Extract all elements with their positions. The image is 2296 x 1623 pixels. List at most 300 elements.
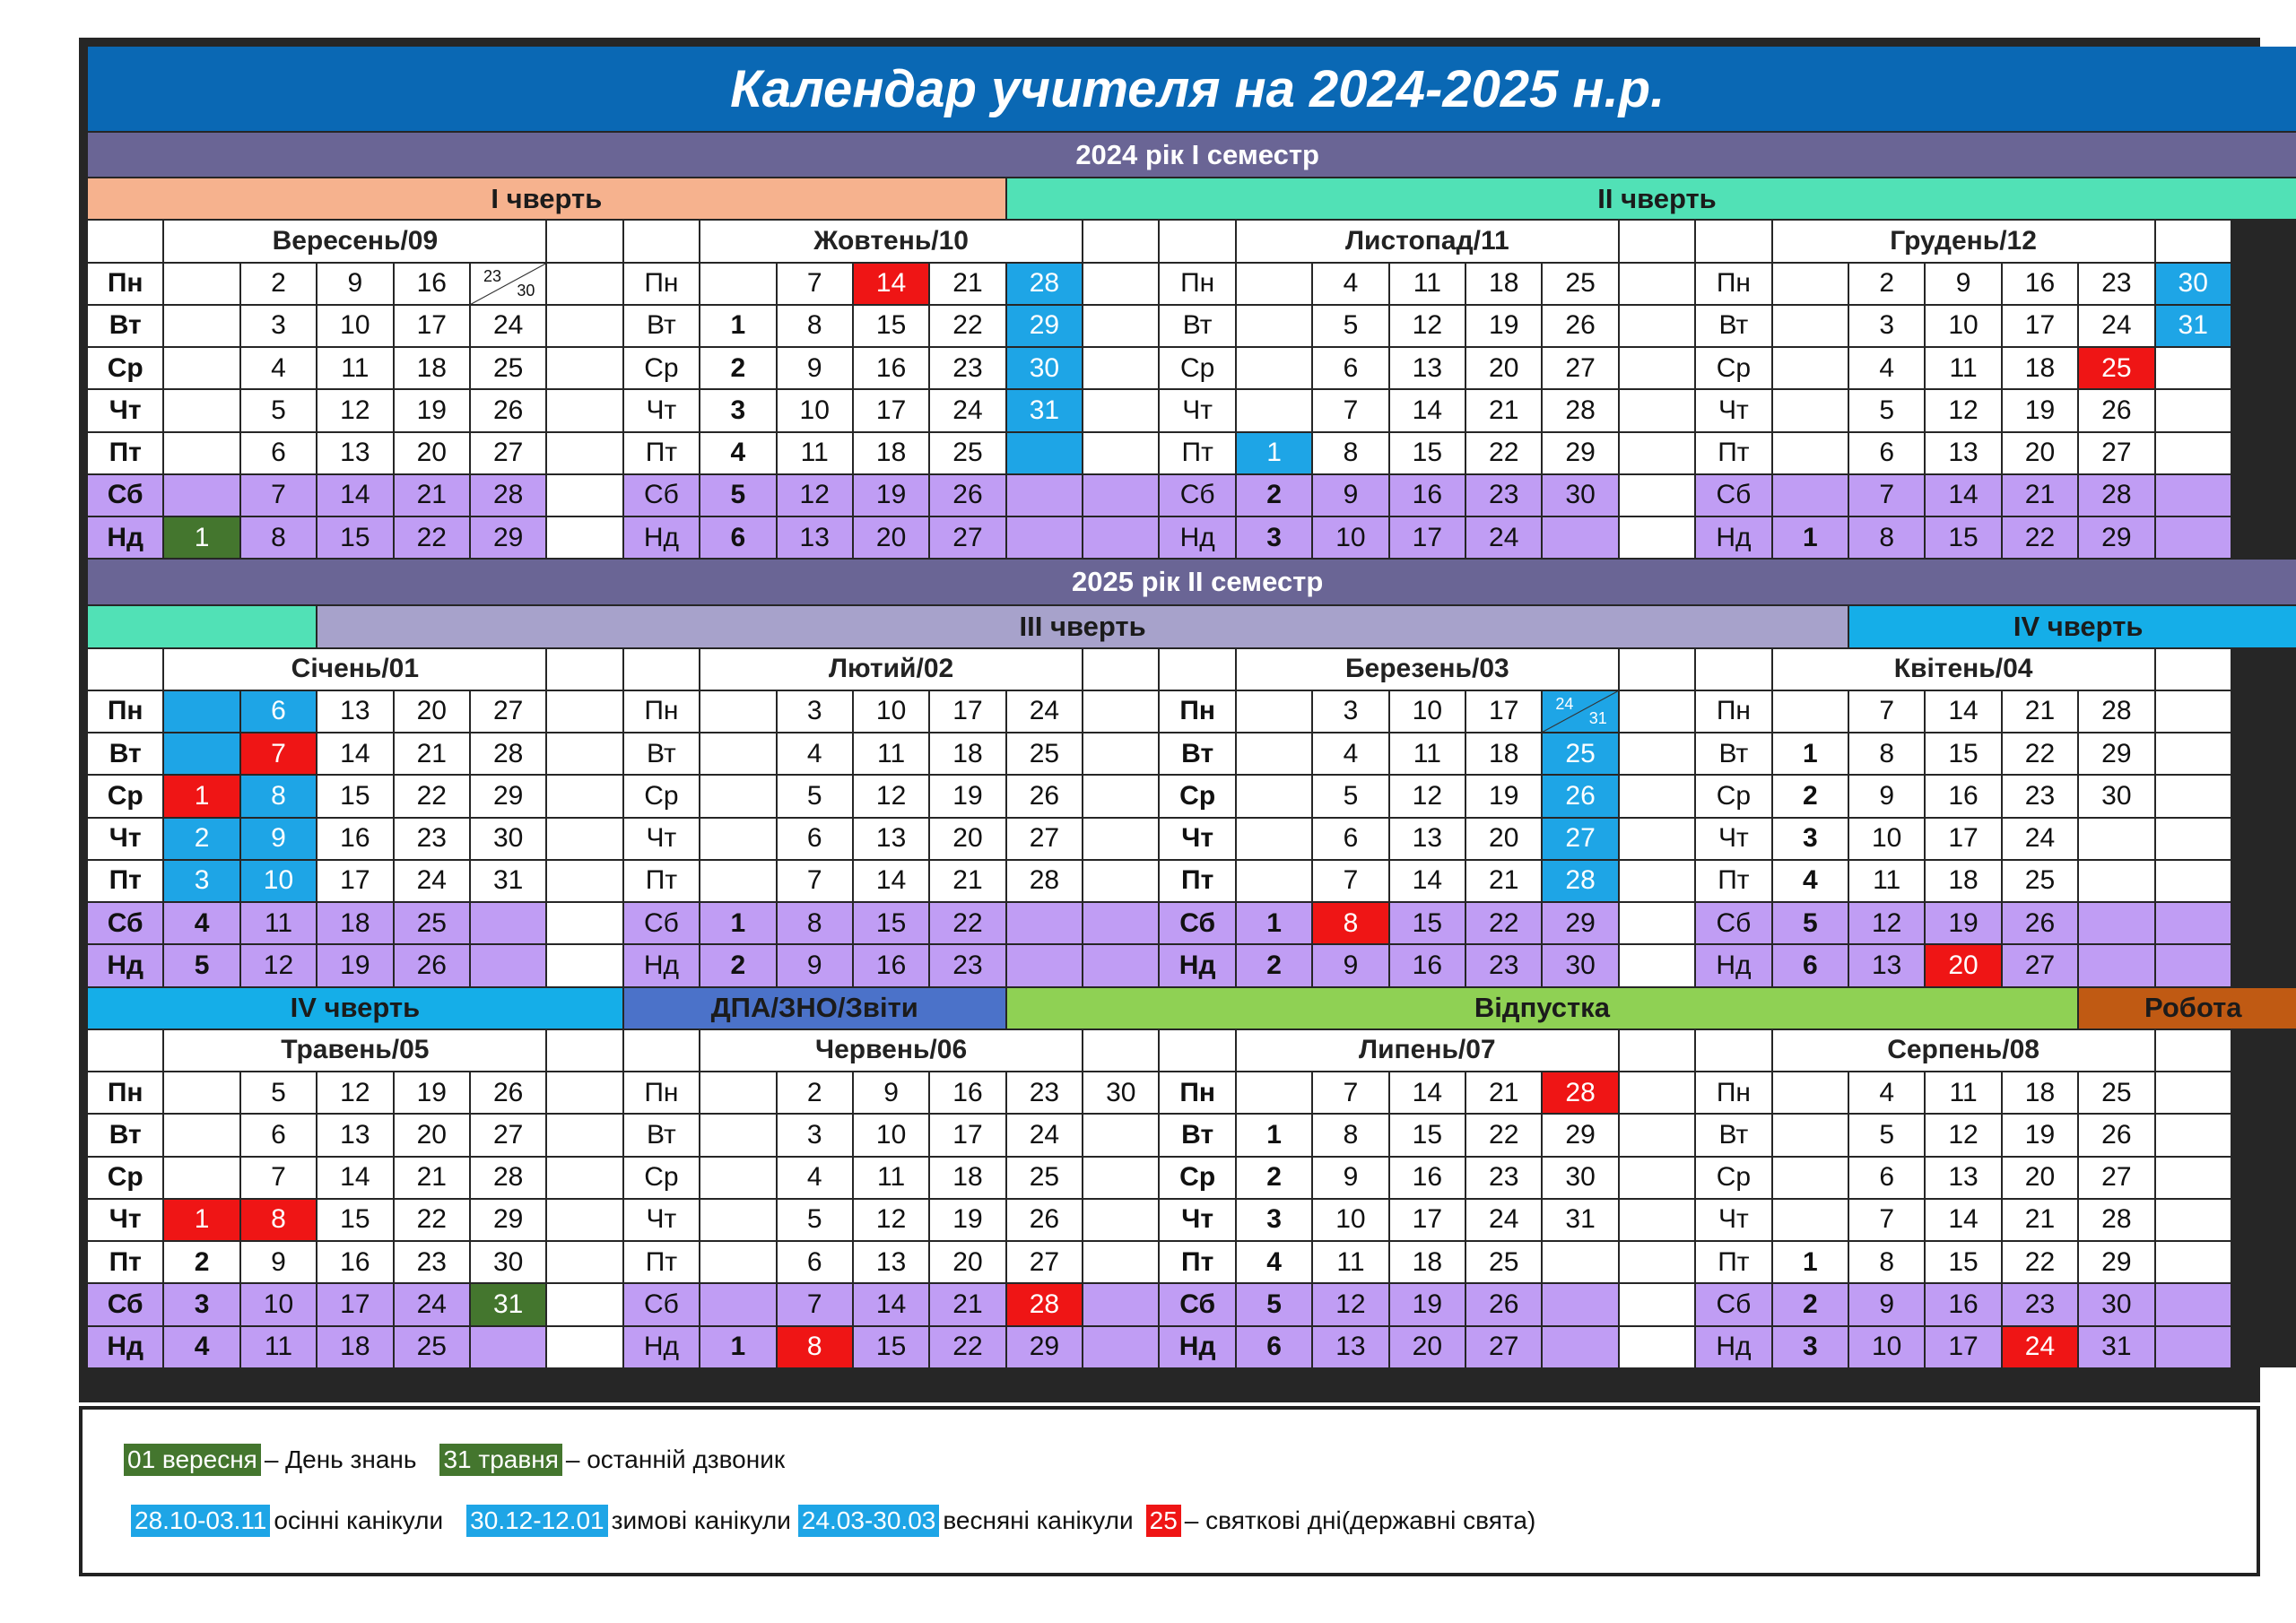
month-separator-header-09 bbox=[547, 221, 622, 261]
day-cell bbox=[1083, 1284, 1158, 1324]
day-cell: 20 bbox=[395, 433, 469, 473]
day-cell bbox=[164, 733, 239, 774]
day-cell: 10 bbox=[1849, 1327, 1924, 1367]
day-cell: 14 bbox=[317, 475, 392, 516]
day-cell: 10 bbox=[241, 861, 316, 901]
day-cell bbox=[2156, 861, 2231, 901]
day-cell bbox=[1237, 861, 1311, 901]
day-cell: 11 bbox=[317, 348, 392, 388]
weekday-label: Ср bbox=[88, 1158, 162, 1198]
day-cell: 27 bbox=[2079, 433, 2153, 473]
day-cell: 16 bbox=[395, 264, 469, 304]
day-cell: 10 bbox=[1849, 819, 1924, 859]
day-cell: 13 bbox=[778, 517, 852, 558]
day-cell: 15 bbox=[317, 776, 392, 816]
day-cell: 19 bbox=[930, 1200, 1004, 1240]
month-separator-11 bbox=[1620, 348, 1694, 388]
day-cell: 17 bbox=[854, 390, 928, 430]
month-separator-05 bbox=[547, 1158, 622, 1198]
day-cell bbox=[1773, 433, 1848, 473]
day-cell: 18 bbox=[930, 1158, 1004, 1198]
day-cell bbox=[471, 903, 545, 943]
day-cell: 21 bbox=[2003, 1200, 2077, 1240]
day-cell: 14 bbox=[317, 1158, 392, 1198]
day-cell: 4 bbox=[164, 903, 239, 943]
day-cell: 10 bbox=[241, 1284, 316, 1324]
month-separator-05 bbox=[547, 1200, 622, 1240]
day-cell: 11 bbox=[1390, 733, 1465, 774]
day-cell: 13 bbox=[317, 691, 392, 732]
day-cell: 17 bbox=[395, 306, 469, 346]
day-cell: 27 bbox=[1466, 1327, 1541, 1367]
day-cell: 1 bbox=[700, 306, 775, 346]
day-cell bbox=[1773, 1115, 1848, 1155]
day-cell: 14 bbox=[317, 733, 392, 774]
day-cell bbox=[2156, 776, 2231, 816]
day-cell: 16 bbox=[854, 348, 928, 388]
day-cell: 12 bbox=[1390, 306, 1465, 346]
day-cell bbox=[164, 433, 239, 473]
day-cell: 1 bbox=[700, 903, 775, 943]
day-cell: 31 bbox=[1007, 390, 1082, 430]
day-cell bbox=[1083, 433, 1158, 473]
day-cell: 9 bbox=[317, 264, 392, 304]
day-cell: 27 bbox=[930, 517, 1004, 558]
day-cell: 16 bbox=[1926, 1284, 2000, 1324]
page-title: Календар учителя на 2024-2025 н.р. bbox=[88, 47, 2296, 131]
dpa-bar: ДПА/ЗНО/Звіти bbox=[624, 988, 1005, 1028]
month-separator-11 bbox=[1620, 517, 1694, 558]
day-cell: 27 bbox=[1543, 348, 1617, 388]
day-cell: 23 bbox=[1007, 1072, 1082, 1113]
weekday-label: Пн bbox=[624, 264, 699, 304]
day-cell: 28 bbox=[1007, 264, 1082, 304]
day-cell bbox=[1237, 306, 1311, 346]
day-cell: 24 bbox=[1007, 1115, 1082, 1155]
day-cell: 21 bbox=[1466, 390, 1541, 430]
weekday-label: Пт bbox=[1696, 433, 1770, 473]
weekday-label: Ср bbox=[624, 348, 699, 388]
day-cell: 30 bbox=[2156, 264, 2231, 304]
day-cell: 21 bbox=[395, 1158, 469, 1198]
day-cell: 30 bbox=[1543, 1158, 1617, 1198]
day-cell bbox=[1773, 1200, 1848, 1240]
day-cell: 14 bbox=[1926, 691, 2000, 732]
day-cell: 29 bbox=[471, 1200, 545, 1240]
weekday-label: Пт bbox=[624, 1242, 699, 1282]
legend-chip-holiday: 25 bbox=[1146, 1505, 1181, 1537]
day-cell: 4 bbox=[1313, 264, 1387, 304]
day-cell: 8 bbox=[1313, 1115, 1387, 1155]
month-label-corner-10 bbox=[624, 221, 699, 261]
day-cell: 3 bbox=[700, 390, 775, 430]
day-cell: 18 bbox=[317, 903, 392, 943]
day-cell: 5 bbox=[1313, 306, 1387, 346]
weekday-label: Ср bbox=[1696, 776, 1770, 816]
day-cell: 12 bbox=[1926, 390, 2000, 430]
weekday-label: Нд bbox=[1696, 517, 1770, 558]
day-cell bbox=[1083, 264, 1158, 304]
weekday-label: Сб bbox=[88, 1284, 162, 1324]
day-cell: 15 bbox=[1926, 517, 2000, 558]
weekday-label: Ср bbox=[88, 348, 162, 388]
month-separator-03 bbox=[1620, 945, 1694, 985]
day-cell: 16 bbox=[930, 1072, 1004, 1113]
day-cell: 25 bbox=[471, 348, 545, 388]
day-cell: 8 bbox=[778, 903, 852, 943]
day-cell bbox=[700, 1072, 775, 1113]
day-cell: 11 bbox=[241, 1327, 316, 1367]
day-cell bbox=[1237, 390, 1311, 430]
day-cell: 17 bbox=[930, 691, 1004, 732]
day-cell: 26 bbox=[2079, 390, 2153, 430]
month-separator-11 bbox=[1620, 433, 1694, 473]
day-cell bbox=[700, 264, 775, 304]
month-separator-05 bbox=[547, 1284, 622, 1324]
day-cell: 4 bbox=[778, 1158, 852, 1198]
day-cell: 16 bbox=[317, 819, 392, 859]
day-cell: 21 bbox=[395, 733, 469, 774]
day-cell: 13 bbox=[854, 1242, 928, 1282]
day-cell: 22 bbox=[930, 1327, 1004, 1367]
weekday-label: Чт bbox=[1696, 390, 1770, 430]
month-label-corner-03 bbox=[1160, 649, 1234, 690]
day-cell: 19 bbox=[930, 776, 1004, 816]
day-cell: 7 bbox=[1313, 1072, 1387, 1113]
day-cell: 27 bbox=[2003, 945, 2077, 985]
day-cell: 20 bbox=[1390, 1327, 1465, 1367]
weekday-label: Ср bbox=[88, 776, 162, 816]
day-cell: 11 bbox=[854, 733, 928, 774]
month-separator-03 bbox=[1620, 903, 1694, 943]
day-cell: 21 bbox=[930, 1284, 1004, 1324]
day-cell bbox=[164, 390, 239, 430]
day-cell bbox=[1083, 945, 1158, 985]
weekday-label: Чт bbox=[88, 390, 162, 430]
legend-text-autumn: осінні канікули bbox=[274, 1506, 444, 1534]
day-cell: 9 bbox=[854, 1072, 928, 1113]
day-cell: 3 bbox=[164, 1284, 239, 1324]
day-cell: 11 bbox=[778, 433, 852, 473]
day-cell: 19 bbox=[395, 390, 469, 430]
day-cell: 4 bbox=[778, 733, 852, 774]
day-cell bbox=[2156, 1242, 2231, 1282]
day-cell bbox=[2079, 861, 2153, 901]
day-cell: 8 bbox=[1849, 517, 1924, 558]
day-cell: 19 bbox=[1926, 903, 2000, 943]
day-cell: 29 bbox=[1543, 903, 1617, 943]
day-cell bbox=[471, 945, 545, 985]
day-cell bbox=[1083, 1158, 1158, 1198]
day-cell: 12 bbox=[317, 1072, 392, 1113]
day-cell: 10 bbox=[317, 306, 392, 346]
day-cell: 31 bbox=[2079, 1327, 2153, 1367]
day-cell bbox=[2156, 1327, 2231, 1367]
day-cell: 5 bbox=[164, 945, 239, 985]
month-separator-header-11 bbox=[1620, 221, 1694, 261]
day-cell: 6 bbox=[700, 517, 775, 558]
day-cell bbox=[1773, 691, 1848, 732]
day-cell: 8 bbox=[1849, 1242, 1924, 1282]
day-cell: 29 bbox=[1543, 433, 1617, 473]
weekday-label: Нд bbox=[88, 517, 162, 558]
weekday-label: Нд bbox=[1160, 945, 1234, 985]
day-cell: 29 bbox=[471, 517, 545, 558]
legend-chip-winter: 30.12-12.01 bbox=[466, 1505, 607, 1537]
semester-1-header: 2024 рік І семестр bbox=[88, 133, 2296, 177]
day-cell: 14 bbox=[854, 1284, 928, 1324]
day-cell bbox=[700, 1200, 775, 1240]
day-cell bbox=[2079, 819, 2153, 859]
day-cell: 24 bbox=[1007, 691, 1082, 732]
month-separator-11 bbox=[1620, 306, 1694, 346]
month-separator-11 bbox=[1620, 264, 1694, 304]
calendar-frame bbox=[79, 38, 2260, 1402]
quarter-1-bar: І чверть bbox=[88, 178, 1005, 219]
legend-chip-knowledge-day: 01 вересня bbox=[124, 1444, 261, 1476]
day-cell bbox=[1773, 264, 1848, 304]
weekday-label: Пн bbox=[624, 1072, 699, 1113]
month-label-corner-05 bbox=[88, 1030, 162, 1071]
day-cell: 20 bbox=[1466, 819, 1541, 859]
month-separator-07 bbox=[1620, 1200, 1694, 1240]
day-cell: 10 bbox=[854, 691, 928, 732]
day-cell: 6 bbox=[778, 819, 852, 859]
day-cell: 9 bbox=[1849, 776, 1924, 816]
legend-box bbox=[79, 1406, 2260, 1576]
day-cell: 9 bbox=[1849, 1284, 1924, 1324]
day-cell: 22 bbox=[1466, 433, 1541, 473]
day-cell: 16 bbox=[1390, 945, 1465, 985]
day-cell: 26 bbox=[471, 390, 545, 430]
day-cell: 14 bbox=[1390, 861, 1465, 901]
day-cell: 1 bbox=[164, 1200, 239, 1240]
day-cell bbox=[164, 475, 239, 516]
day-cell: 28 bbox=[2079, 1200, 2153, 1240]
day-cell: 23 bbox=[2079, 264, 2153, 304]
day-cell bbox=[1083, 733, 1158, 774]
weekday-label: Вт bbox=[88, 306, 162, 346]
day-cell: 19 bbox=[1466, 306, 1541, 346]
day-cell: 2 bbox=[1773, 1284, 1848, 1324]
day-cell: 8 bbox=[1313, 433, 1387, 473]
day-cell bbox=[1773, 390, 1848, 430]
weekday-label: Пт bbox=[1160, 433, 1234, 473]
day-cell: 13 bbox=[317, 1115, 392, 1155]
month-label-corner-04 bbox=[1696, 649, 1770, 690]
legend-chip-spring: 24.03-30.03 bbox=[798, 1505, 939, 1537]
day-cell: 23 bbox=[395, 819, 469, 859]
weekday-label: Вт bbox=[1160, 733, 1234, 774]
day-cell bbox=[1773, 1072, 1848, 1113]
weekday-label: Нд bbox=[88, 945, 162, 985]
day-cell: 3 bbox=[1237, 517, 1311, 558]
day-cell: 28 bbox=[1543, 861, 1617, 901]
day-cell: 13 bbox=[854, 819, 928, 859]
day-cell: 8 bbox=[1849, 733, 1924, 774]
month-title-10: Жовтень/10 bbox=[700, 221, 1082, 261]
day-cell bbox=[2156, 903, 2231, 943]
day-cell: 22 bbox=[1466, 1115, 1541, 1155]
day-cell bbox=[1083, 819, 1158, 859]
day-cell: 8 bbox=[778, 1327, 852, 1367]
weekday-label: Сб bbox=[624, 903, 699, 943]
day-cell: 15 bbox=[854, 306, 928, 346]
day-cell: 12 bbox=[1926, 1115, 2000, 1155]
month-separator-09 bbox=[547, 306, 622, 346]
day-cell: 6 bbox=[241, 433, 316, 473]
day-cell: 5 bbox=[1849, 390, 1924, 430]
day-cell: 2 bbox=[1237, 475, 1311, 516]
weekday-label: Ср bbox=[1696, 348, 1770, 388]
day-cell: 27 bbox=[471, 691, 545, 732]
day-cell: 9 bbox=[1313, 475, 1387, 516]
day-cell-split bbox=[471, 264, 545, 304]
day-cell: 7 bbox=[1849, 691, 1924, 732]
month-separator-07 bbox=[1620, 1072, 1694, 1113]
day-cell: 6 bbox=[1313, 348, 1387, 388]
legend-row-2 bbox=[131, 1505, 1535, 1537]
day-cell: 29 bbox=[1007, 1327, 1082, 1367]
weekday-label: Сб bbox=[88, 903, 162, 943]
day-cell: 23 bbox=[930, 348, 1004, 388]
day-cell: 27 bbox=[1007, 819, 1082, 859]
weekday-label: Пн bbox=[1160, 1072, 1234, 1113]
day-cell: 11 bbox=[854, 1158, 928, 1198]
month-separator-header-05 bbox=[547, 1030, 622, 1071]
day-cell: 11 bbox=[1313, 1242, 1387, 1282]
day-cell: 2 bbox=[1237, 945, 1311, 985]
day-cell bbox=[1237, 733, 1311, 774]
day-cell: 28 bbox=[2079, 475, 2153, 516]
day-cell bbox=[2156, 433, 2231, 473]
day-cell: 25 bbox=[1543, 733, 1617, 774]
day-cell: 10 bbox=[1926, 306, 2000, 346]
day-cell: 7 bbox=[1313, 861, 1387, 901]
day-cell bbox=[1773, 1158, 1848, 1198]
day-cell: 15 bbox=[1390, 1115, 1465, 1155]
day-cell bbox=[2156, 348, 2231, 388]
month-separator-01 bbox=[547, 945, 622, 985]
day-cell: 14 bbox=[1390, 390, 1465, 430]
day-cell: 20 bbox=[2003, 1158, 2077, 1198]
calendar-grid bbox=[88, 47, 2296, 1367]
day-cell bbox=[700, 691, 775, 732]
day-cell: 7 bbox=[778, 264, 852, 304]
day-cell: 9 bbox=[241, 1242, 316, 1282]
day-cell: 4 bbox=[1849, 1072, 1924, 1113]
day-cell: 18 bbox=[2003, 348, 2077, 388]
month-separator-header-07 bbox=[1620, 1030, 1694, 1071]
weekday-label: Нд bbox=[624, 945, 699, 985]
day-cell: 14 bbox=[854, 264, 928, 304]
weekday-label: Пт bbox=[1160, 861, 1234, 901]
day-cell: 5 bbox=[1849, 1115, 1924, 1155]
day-cell: 26 bbox=[930, 475, 1004, 516]
month-label-corner-09 bbox=[88, 221, 162, 261]
weekday-label: Сб bbox=[88, 475, 162, 516]
day-cell: 14 bbox=[1926, 475, 2000, 516]
day-cell: 20 bbox=[1926, 945, 2000, 985]
day-cell: 30 bbox=[1543, 945, 1617, 985]
month-title-06: Червень/06 bbox=[700, 1030, 1082, 1071]
day-cell: 17 bbox=[1466, 691, 1541, 732]
day-cell: 22 bbox=[395, 1200, 469, 1240]
day-cell: 16 bbox=[2003, 264, 2077, 304]
day-cell: 24 bbox=[395, 1284, 469, 1324]
day-cell: 6 bbox=[241, 691, 316, 732]
day-cell: 28 bbox=[471, 475, 545, 516]
weekday-label: Сб bbox=[1696, 1284, 1770, 1324]
day-cell: 22 bbox=[930, 306, 1004, 346]
weekday-label: Пт bbox=[1160, 1242, 1234, 1282]
weekday-label: Ср bbox=[1160, 776, 1234, 816]
day-cell: 27 bbox=[2079, 1158, 2153, 1198]
day-cell: 21 bbox=[2003, 475, 2077, 516]
day-cell: 13 bbox=[1390, 348, 1465, 388]
month-label-corner-02 bbox=[624, 649, 699, 690]
day-cell: 21 bbox=[930, 861, 1004, 901]
day-cell: 26 bbox=[1543, 306, 1617, 346]
day-number-first: 23 bbox=[483, 266, 501, 285]
day-cell: 29 bbox=[471, 776, 545, 816]
day-cell: 17 bbox=[1390, 1200, 1465, 1240]
day-cell: 22 bbox=[395, 776, 469, 816]
weekday-label: Пн bbox=[1696, 264, 1770, 304]
day-cell: 16 bbox=[1390, 1158, 1465, 1198]
month-title-03: Березень/03 bbox=[1237, 649, 1618, 690]
vacation-bar: Відпустка bbox=[1007, 988, 2077, 1028]
weekday-label: Пт bbox=[1696, 1242, 1770, 1282]
day-cell: 17 bbox=[2003, 306, 2077, 346]
day-cell: 11 bbox=[1390, 264, 1465, 304]
day-cell: 24 bbox=[2079, 306, 2153, 346]
day-cell bbox=[2079, 945, 2153, 985]
day-cell: 19 bbox=[854, 475, 928, 516]
day-cell: 18 bbox=[1926, 861, 2000, 901]
month-separator-header-02 bbox=[1083, 649, 1158, 690]
day-cell: 27 bbox=[1007, 1242, 1082, 1282]
day-cell bbox=[700, 1115, 775, 1155]
day-cell: 2 bbox=[164, 819, 239, 859]
weekday-label: Пн bbox=[624, 691, 699, 732]
day-cell: 21 bbox=[930, 264, 1004, 304]
day-cell bbox=[2156, 1115, 2231, 1155]
legend-text-winter: зимові канікули bbox=[611, 1506, 791, 1534]
day-cell: 28 bbox=[471, 733, 545, 774]
month-separator-11 bbox=[1620, 390, 1694, 430]
day-number-first: 24 bbox=[1555, 694, 1574, 713]
weekday-label: Пт bbox=[624, 433, 699, 473]
weekday-label: Пт bbox=[88, 861, 162, 901]
day-cell: 10 bbox=[778, 390, 852, 430]
weekday-label: Пт bbox=[88, 1242, 162, 1282]
day-cell bbox=[164, 1115, 239, 1155]
day-cell bbox=[1237, 819, 1311, 859]
month-separator-header-01 bbox=[547, 649, 622, 690]
quarter-2-bar: ІІ чверть bbox=[1007, 178, 2296, 219]
work-bar: Робота bbox=[2079, 988, 2296, 1028]
weekday-label: Нд bbox=[1696, 1327, 1770, 1367]
day-cell bbox=[1237, 348, 1311, 388]
legend-row-1 bbox=[124, 1444, 785, 1476]
weekday-label: Чт bbox=[88, 1200, 162, 1240]
legend-text-knowledge-day: – День знань bbox=[264, 1445, 417, 1473]
day-cell bbox=[2156, 819, 2231, 859]
day-cell: 2 bbox=[1237, 1158, 1311, 1198]
weekday-label: Нд bbox=[624, 1327, 699, 1367]
weekday-label: Пн bbox=[1160, 264, 1234, 304]
